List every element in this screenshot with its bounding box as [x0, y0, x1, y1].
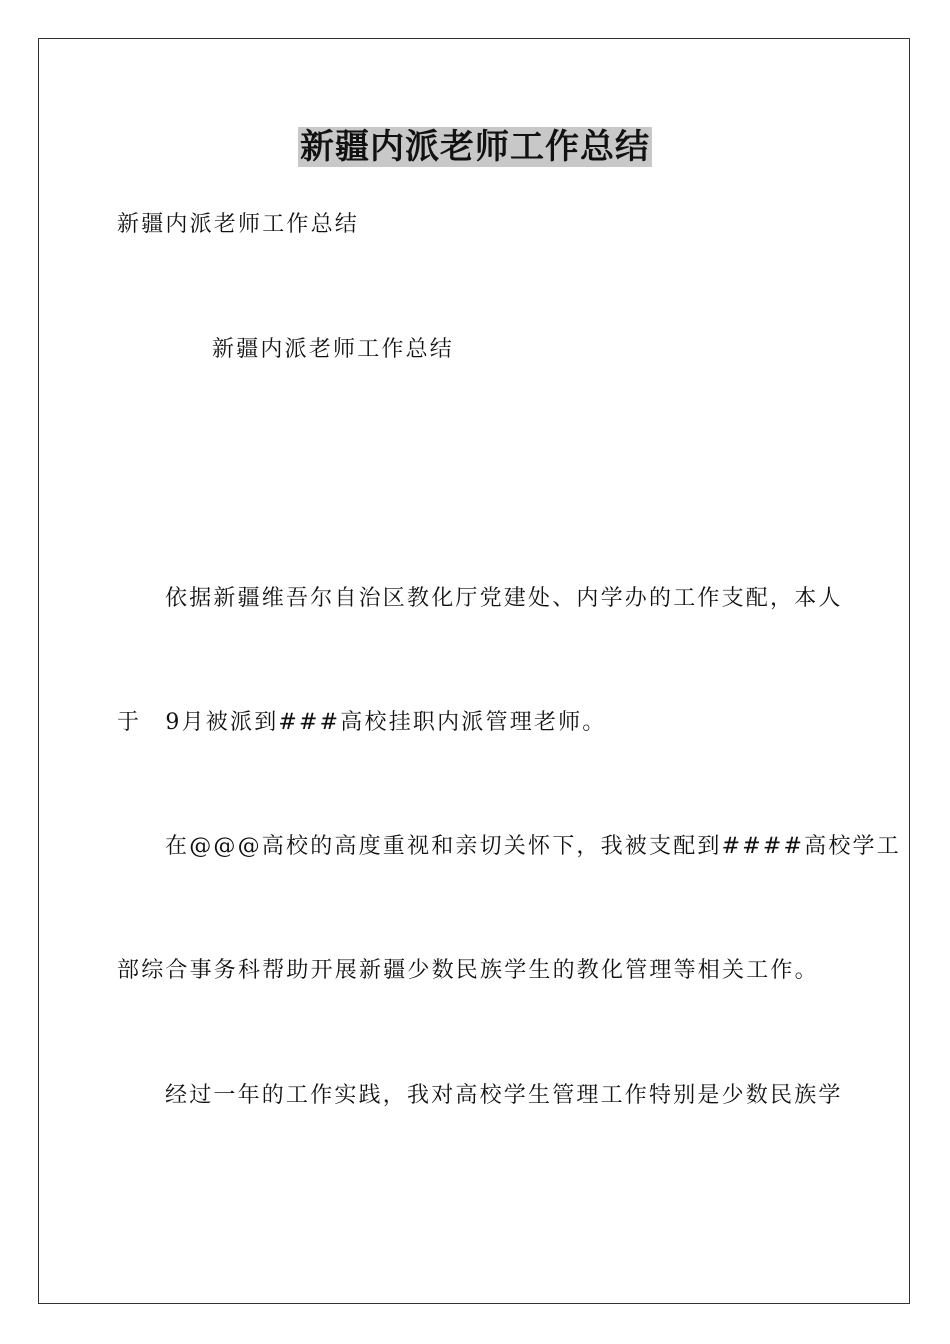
paragraph-line-4: 部综合事务科帮助开展新疆少数民族学生的教化管理等相关工作。 — [117, 958, 819, 983]
document-title — [0, 126, 950, 168]
paragraph-line-1: 依据新疆维吾尔自治区教化厅党建处、内学办的工作支配，本人 — [165, 586, 843, 611]
subtitle-line-1: 新疆内派老师工作总结 — [117, 212, 360, 237]
document-title-text: 新疆内派老师工作总结 — [300, 127, 650, 167]
paragraph-line-3: 在@@@高校的高度重视和亲切关怀下，我被支配到####高校学工 — [165, 834, 901, 859]
subtitle-line-2: 新疆内派老师工作总结 — [212, 337, 455, 362]
paragraph-line-5: 经过一年的工作实践，我对高校学生管理工作特别是少数民族学 — [165, 1083, 843, 1108]
paragraph-line-2: 于 9月被派到###高校挂职内派管理老师。 — [117, 710, 607, 735]
